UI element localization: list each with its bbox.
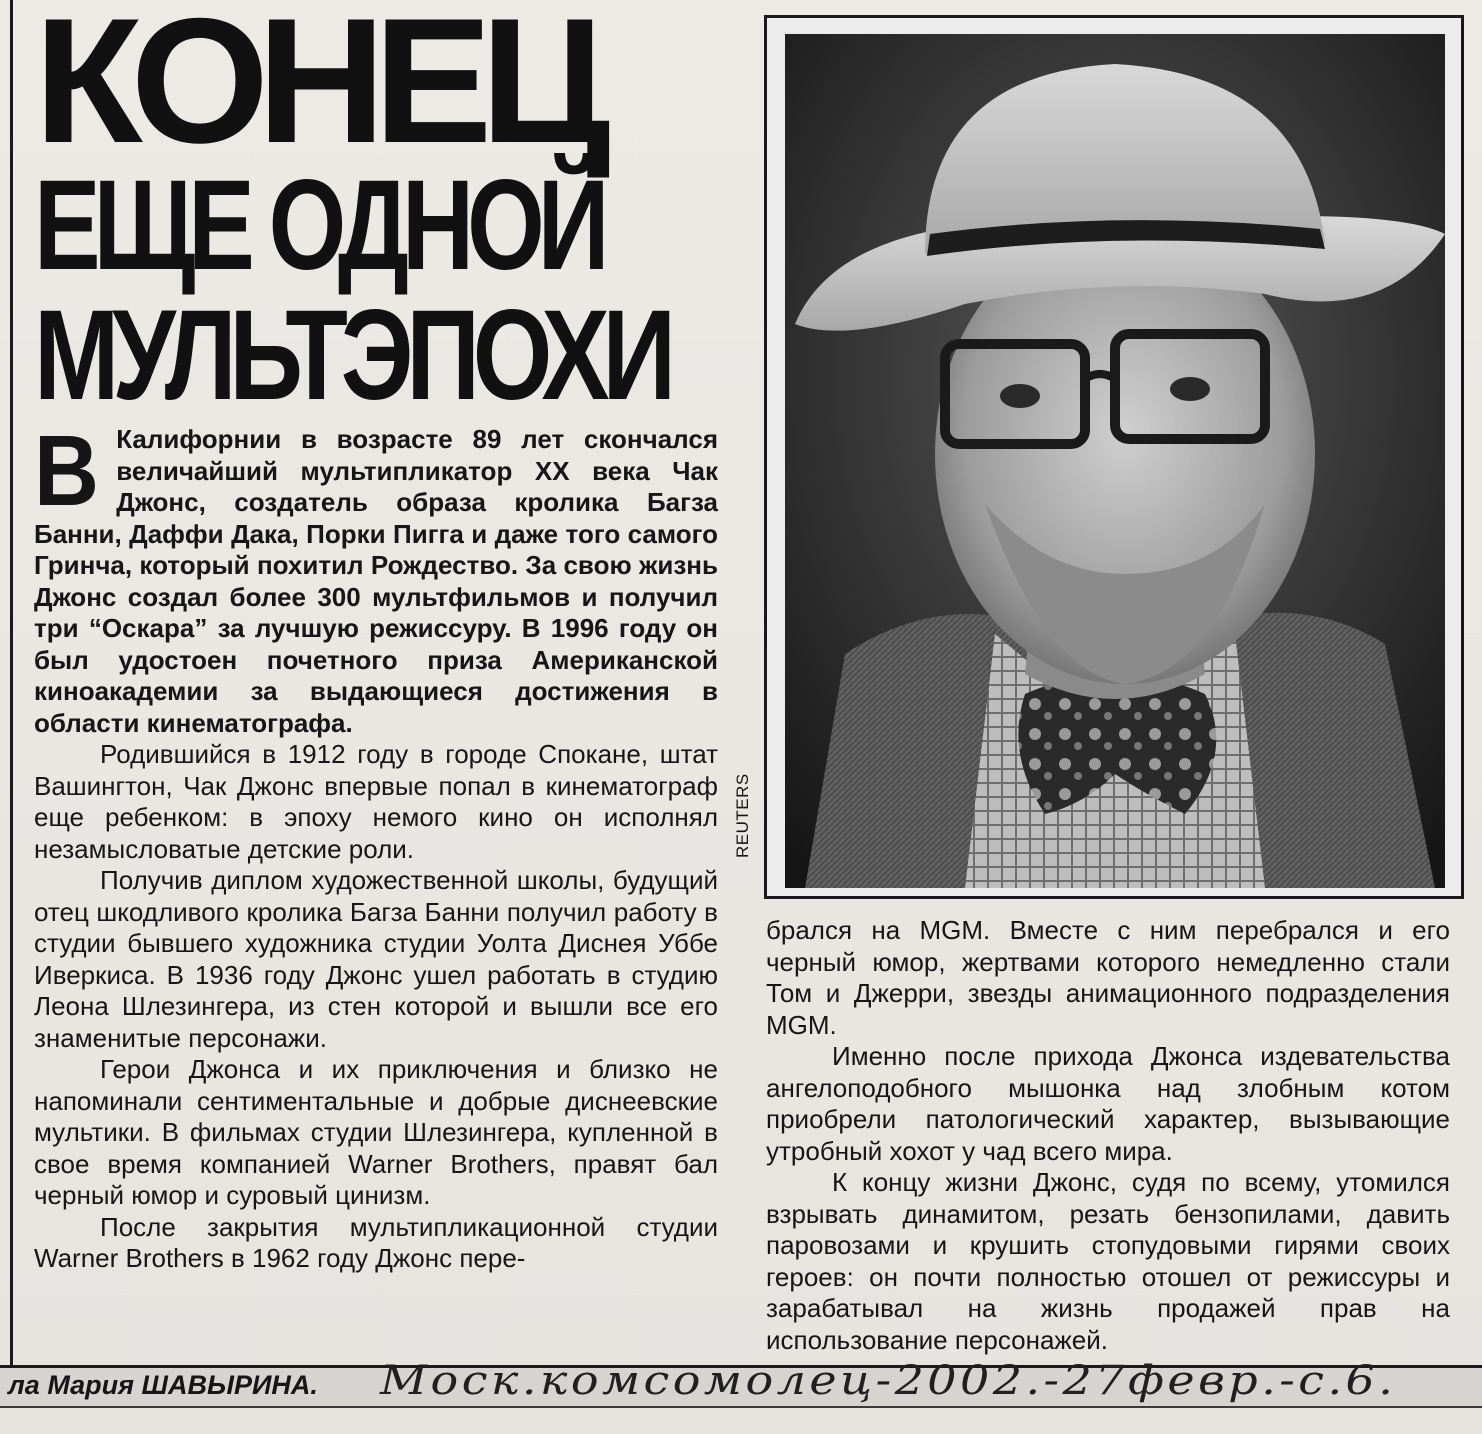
article-column-right [766,915,1450,1356]
body-paragraph: К концу жизни Джонс, судя по всему, утомился взрывать динамитом, резать бензопилами, давить паровозами и крушить стопудовыми гирями своих героев: он почти полностью отошел от режиссуры и зарабатывал на жизнь продажей прав на использование персонажей. [766,1167,1450,1355]
body-paragraph: Именно после прихода Джонса издевательства ангелоподобного мышонка над злобным котом приобрели патологический характер, вызывающие утробный хохот у чад всего мира. [766,1041,1450,1166]
headline-line-2: ЕЩЕ ОДНОЙ [34,154,603,297]
portrait-photo [785,34,1445,888]
article-column-left [34,415,718,1275]
bottom-rule [0,1406,1482,1408]
drop-cap: В [34,415,99,527]
headline-line-1: КОНЕЦ [34,0,599,180]
body-paragraph: Родившийся в 1912 году в городе Спокане, штат Вашингтон, Чак Джонс впервые попал в кинематограф еще ребенком: в эпоху немого кино он исполнял незамысловатые детские роли. [34,739,718,864]
handwritten-source-note: Моск.комсомолец-2002.-27февр.-с.6. [380,1358,1397,1404]
photo-credit: REUTERS [733,773,752,858]
lead-paragraph [34,415,718,739]
photo-frame [764,15,1464,899]
portrait-illustration [785,34,1445,888]
body-paragraph: После закрытия мультипликационной студии Warner Brothers в 1962 году Джонс пере- [34,1211,718,1273]
headline-line-3: МУЛЬТЭПОХИ [34,284,669,427]
lead-text: Калифорнии в возрасте 89 лет скончался величайший мультипликатор XX века Чак Джонс, создатель образа кролика Багза Банни, Даффи Дака, Порки Пигга и даже того самого Гринча, который похитил Рождество. За свою жизнь Джонс создал более 300 мультфильмов и получил три “Оскара” за лучшую режиссуру. В 1996 году он был удостоен почетного приза Американской киноакадемии за выдающиеся достижения в области кинематографа. [34,424,718,738]
body-paragraph: брался на MGM. Вместе с ним перебрался и его черный юмор, жертвами которого немедленно стали Том и Джерри, звезды анимационного подразделения MGM. [766,915,1450,1040]
author-byline: ла Мария ШАВЫРИНА. [8,1370,318,1400]
left-border-rule [10,0,13,1365]
body-paragraph: Получив диплом художественной школы, будущий отец шкодливого кролика Багза Банни получил работу в студии бывшего художника студии Уолта Диснея Уббе Иверкиса. В 1936 году Джонс ушел работать в студию Леона Шлезингера, из стен которой и вышли все его знаменитые персонажи. [34,865,718,1053]
body-paragraph: Герои Джонса и их приключения и близко не напоминали сентиментальные и добрые диснеевские мультики. В фильмах студии Шлезингера, купленной в свое время компанией Warner Brothers, правят бал черный юмор и суровый цинизм. [34,1054,718,1210]
